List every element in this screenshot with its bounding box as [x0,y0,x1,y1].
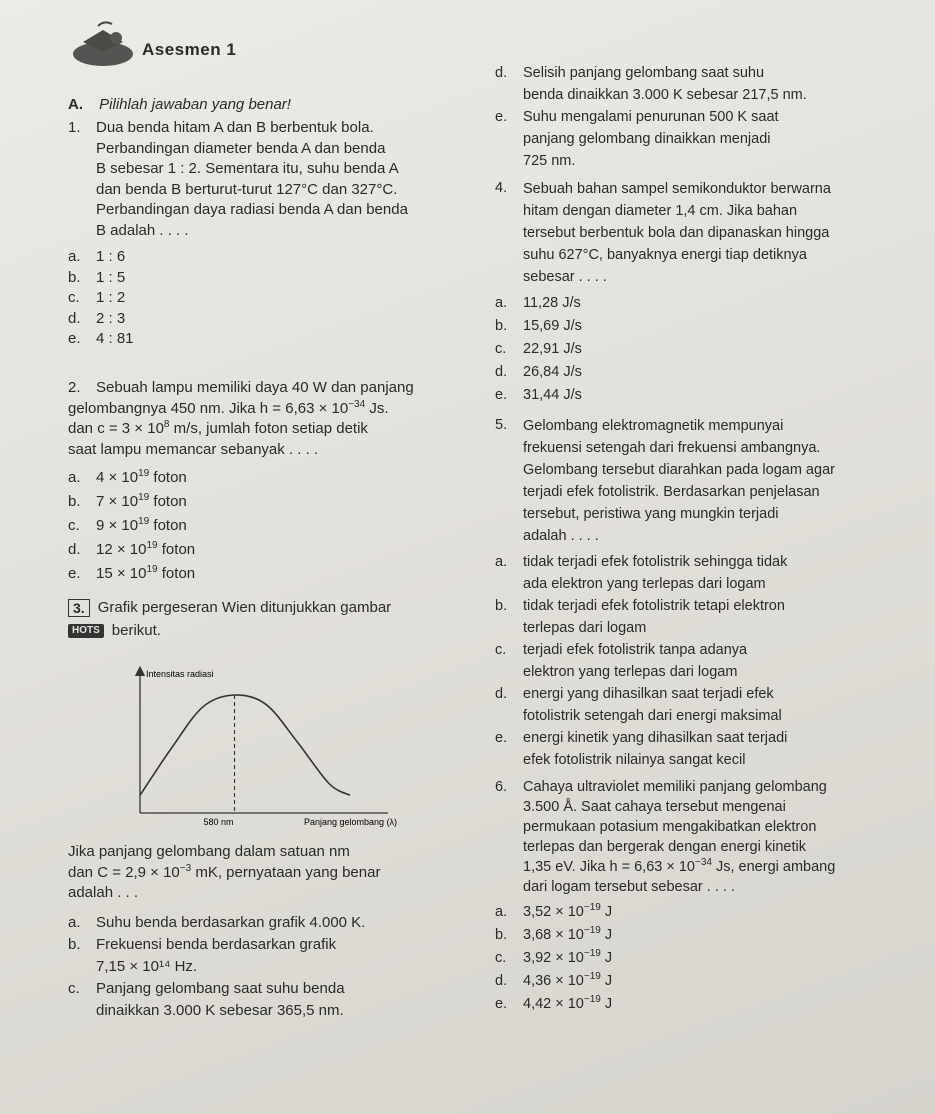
peak-label: 580 nm [203,817,234,827]
options-list [495,292,915,407]
option-label: a. [495,554,508,570]
answer-option[interactable] [495,361,915,384]
option-base: 9 × 10 [96,517,139,534]
header-icon [68,20,138,75]
option-exponent: −19 [583,948,601,960]
option-text [523,993,915,1016]
option-exponent: −19 [583,902,601,914]
option-text-line: fotolistrik setengah dari energi maksimal [523,708,782,724]
option-label: d. [495,65,508,81]
option-text [96,978,488,1022]
options-list [495,901,915,1016]
option-label: d. [68,309,81,327]
option-text [523,639,915,683]
question-text [96,118,478,241]
option-exponent: 19 [138,468,150,479]
question-text [523,415,915,547]
question-text-line: suhu 627°C, banyaknya energi tiap detiknya [523,247,807,263]
option-text [523,595,915,639]
right-column [495,62,915,1016]
question-text-line: adalah . . . [68,884,139,901]
question-3 [68,598,488,641]
option-text-line: Panjang gelombang saat suhu benda [96,979,345,997]
question-text-line: permukaan potasium mengakibatkan elektron [523,819,817,835]
question-4 [495,178,915,407]
question-3-continued [68,842,488,1022]
option-text: 1 : 2 [96,289,126,306]
option-text [523,924,915,947]
option-label: d. [68,541,81,558]
answer-option[interactable] [68,490,478,514]
option-text-line: tidak terjadi efek fotolistrik tetapi elektron [523,598,785,614]
text-part: Js, energi ambang [711,859,836,875]
text-part: 1,35 eV. Jika h = 6,63 × 10 [523,859,695,875]
question-text-line: Gelombang elektromagnetik mempunyai [523,418,784,434]
option-label: b. [495,927,508,943]
option-text: 26,84 J/s [523,364,582,380]
question-text-line: 3.500 Å. Saat cahaya tersebut mengenai [523,799,786,815]
question-text-line: terjadi efek fotolistrik. Berdasarkan penjelasan [523,484,820,500]
options-list [68,466,478,586]
option-label: c. [68,517,80,534]
option-unit: J [600,904,613,920]
option-text [523,106,915,172]
option-text-line: terjadi efek fotolistrik tanpa adanya [523,642,748,658]
option-text-line: Selisih panjang gelombang saat suhu [523,65,765,81]
option-text [96,490,478,514]
answer-option[interactable] [495,338,915,361]
question-text-line [68,863,488,884]
question-text-line: Sebuah lampu memiliki daya 40 W dan panjang [96,379,414,396]
answer-option[interactable] [495,315,915,338]
answer-option[interactable] [495,292,915,315]
answer-option[interactable] [495,384,915,407]
option-unit: foton [149,469,187,486]
option-text [523,970,915,993]
question-text-line: tersebut berbentuk bola dan dipanaskan hingga [523,225,830,241]
answer-option[interactable] [68,329,478,350]
option-unit: foton [149,493,187,510]
option-text-line: efek fotolistrik nilainya sangat kecil [523,752,746,768]
option-exponent: −19 [583,994,601,1006]
question-text-line: saat lampu memancar sebanyak . . . . [68,440,319,458]
option-text [523,727,915,771]
option-label: e. [495,730,508,746]
option-text-line: elektron yang terlepas dari logam [523,664,738,680]
exponent: −34 [695,857,712,869]
answer-option[interactable] [68,978,488,1022]
option-label: b. [495,598,508,614]
answer-option[interactable] [495,639,915,683]
text-part: Js. [365,399,389,417]
wien-chart [118,665,398,835]
question-1 [68,118,478,350]
answer-option[interactable] [68,268,478,289]
answer-option[interactable] [68,538,478,562]
option-base: 7 × 10 [96,493,139,510]
option-label: e. [495,387,508,403]
option-base: 3,68 × 10 [523,927,584,943]
answer-option[interactable] [495,683,915,727]
options-list [495,551,915,771]
option-label: d. [495,686,508,702]
option-label: b. [68,935,81,953]
option-unit: foton [157,541,196,558]
answer-option[interactable] [495,924,915,947]
question-text-line: Gelombang tersebut diarahkan pada logam agar [523,462,835,478]
answer-option[interactable] [495,551,915,595]
question-text-line: Sebuah bahan sampel semikonduktor berwarna [523,181,831,197]
option-label: d. [495,973,508,989]
option-text-line: energi kinetik yang dihasilkan saat terjadi [523,730,788,746]
question-text-line: B sebesar 1 : 2. Sementara itu, suhu benda A [96,160,399,177]
option-text-line: dinaikkan 3.000 K sebesar 365,5 nm. [96,1001,344,1019]
question-number: 5. [495,417,508,433]
section-instruction [68,96,291,113]
question-text-line [68,419,478,440]
option-unit: foton [149,517,187,534]
text-part: m/s, jumlah foton setiap detik [169,420,368,437]
answer-option[interactable] [495,727,915,771]
option-text: 11,28 J/s [523,295,581,311]
question-number: 6. [495,779,508,795]
option-unit: J [600,927,613,943]
answer-option[interactable] [68,466,478,490]
option-label: b. [68,268,81,286]
x-axis-label: Panjang gelombang (λ) [304,817,398,827]
question-text-line [523,857,915,877]
question-text-lines [523,777,915,857]
option-label: a. [68,469,81,486]
option-text-line: ada elektron yang terlepas dari logam [523,576,766,592]
text-part: gelombangnya 450 nm. Jika h = 6,63 × 10 [68,399,349,417]
option-text-line: Frekuensi benda berdasarkan grafik [96,935,337,953]
option-text [96,538,478,562]
option-label: a. [495,904,508,920]
option-unit: foton [157,565,196,582]
question-text-line: Perbandingan daya radiasi benda A dan benda [96,201,408,218]
option-label: c. [68,979,80,997]
option-text: 22,91 J/s [523,341,582,357]
option-text-line: 7,15 × 10¹⁴ Hz. [96,957,198,975]
question-text-line: B adalah . . . . [96,221,189,239]
option-text-line: 725 nm. [523,153,576,169]
option-text [96,912,488,934]
y-axis-label: Intensitas radiasi [146,669,214,679]
option-label: e. [68,330,81,347]
answer-option[interactable] [495,901,915,924]
question-2 [68,378,478,586]
option-exponent: −19 [583,971,601,983]
answer-option[interactable] [495,106,915,172]
question-number: 2. [68,379,81,396]
option-base: 4,36 × 10 [523,973,584,989]
option-base: 3,92 × 10 [523,950,584,966]
answer-option[interactable] [495,595,915,639]
answer-option[interactable] [68,247,478,268]
question-text-line: adalah . . . . [523,528,599,544]
option-text-line: benda dinaikkan 3.000 K sebesar 217,5 nm. [523,87,807,103]
option-text-line: panjang gelombang dinaikkan menjadi [523,131,771,147]
exponent: 8 [163,419,170,430]
option-label: b. [68,493,81,510]
option-label: d. [495,364,508,380]
question-text-line: hitam dengan diameter 1,4 cm. Jika bahan [523,203,798,219]
question-text [523,178,915,288]
question-number: 1. [68,119,81,136]
question-text-line: Cahaya ultraviolet memiliki panjang gelombang [523,779,827,795]
section-label: A. [68,96,83,113]
header-title: Asesmen 1 [142,40,237,59]
option-exponent: 19 [146,540,158,551]
question-text [523,777,915,897]
text-part: dan c = 3 × 10 [68,420,164,437]
question-number: 4. [495,180,508,196]
text-part: dan C = 2,9 × 10 [68,863,180,881]
option-text-line: tidak terjadi efek fotolistrik sehingga tidak [523,554,788,570]
option-base: 15 × 10 [96,565,147,582]
question-text-line: frekuensi setengah dari frekuensi ambangnya. [523,440,821,456]
question-text-line: berikut. [111,621,161,639]
question-text-line: Jika panjang gelombang dalam satuan nm [68,843,350,860]
option-label: e. [495,996,508,1012]
question-text-line: sebesar . . . . [523,269,607,285]
option-text [96,934,488,978]
radiation-curve [140,695,350,795]
option-label: e. [495,109,508,125]
answer-option[interactable] [68,309,478,330]
option-label: a. [495,295,508,311]
option-unit: J [600,973,613,989]
question-text-line [68,399,478,420]
option-text [96,562,478,586]
answer-option[interactable] [68,288,478,309]
option-label: c. [495,950,507,966]
option-label: e. [68,565,81,582]
hots-badge: HOTS [68,624,104,638]
question-5 [495,415,915,771]
option-text-line: Suhu benda berdasarkan grafik 4.000 K. [96,913,366,931]
option-exponent: 19 [146,564,158,575]
question-text-line: dari logam tersebut sebesar . . . . [523,879,735,895]
option-base: 12 × 10 [96,541,147,558]
question-number: 3. [68,599,90,617]
option-text-line: terlepas dari logam [523,620,647,636]
option-exponent: 19 [138,516,150,527]
option-text [523,947,915,970]
answer-option[interactable] [495,947,915,970]
option-label: a. [68,248,81,265]
option-text [523,683,915,727]
option-label: a. [68,913,81,931]
option-label: c. [68,289,80,306]
exponent: −34 [348,398,366,410]
options-list [68,247,478,350]
question-text-line: Dua benda hitam A dan B berbentuk bola. [96,119,374,136]
answer-option[interactable] [68,912,488,934]
answer-option[interactable] [495,993,915,1016]
option-text: 1 : 6 [96,248,126,265]
option-text: 2 : 3 [96,309,126,327]
options-list [495,62,915,172]
option-text [523,551,915,595]
option-text: 4 : 81 [96,330,134,347]
option-base: 3,52 × 10 [523,904,584,920]
answer-option[interactable] [68,514,478,538]
question-6 [495,777,915,1016]
option-label: b. [495,318,508,334]
question-text-line: dan benda B berturut-turut 127°C dan 327°C. [96,180,398,198]
exponent: −3 [179,862,192,874]
option-exponent: −19 [583,925,601,937]
option-base: 4,42 × 10 [523,996,584,1012]
option-unit: J [600,950,613,966]
option-text-line: energi yang dihasilkan saat terjadi efek [523,686,774,702]
question-text-line: Perbandingan diameter benda A dan benda [96,139,386,157]
option-text [523,901,915,924]
option-text-line: Suhu mengalami penurunan 500 K saat [523,109,779,125]
option-text: 15,69 J/s [523,318,582,334]
option-text: 31,44 J/s [523,387,582,403]
options-list [68,912,488,1022]
question-text-line: terlepas dan bergerak dengan energi kinetik [523,839,806,855]
option-exponent: 19 [138,492,150,503]
option-text [523,62,915,106]
option-label: c. [495,341,507,357]
answer-option[interactable] [68,934,488,978]
option-text [96,514,478,538]
question-text-line: Grafik pergeseran Wien ditunjukkan gambar [97,599,392,616]
option-base: 4 × 10 [96,469,139,486]
question-text-line: tersebut, peristiwa yang mungkin terjadi [523,506,779,522]
answer-option[interactable] [68,562,478,586]
answer-option[interactable] [495,62,915,106]
section-instruction-text: Pilihlah jawaban yang benar! [99,96,291,113]
option-unit: J [600,996,613,1012]
answer-option[interactable] [495,970,915,993]
text-part: mK, pernyataan yang benar [191,863,381,881]
option-label: c. [495,642,507,658]
option-text [96,466,478,490]
option-text: 1 : 5 [96,268,126,286]
